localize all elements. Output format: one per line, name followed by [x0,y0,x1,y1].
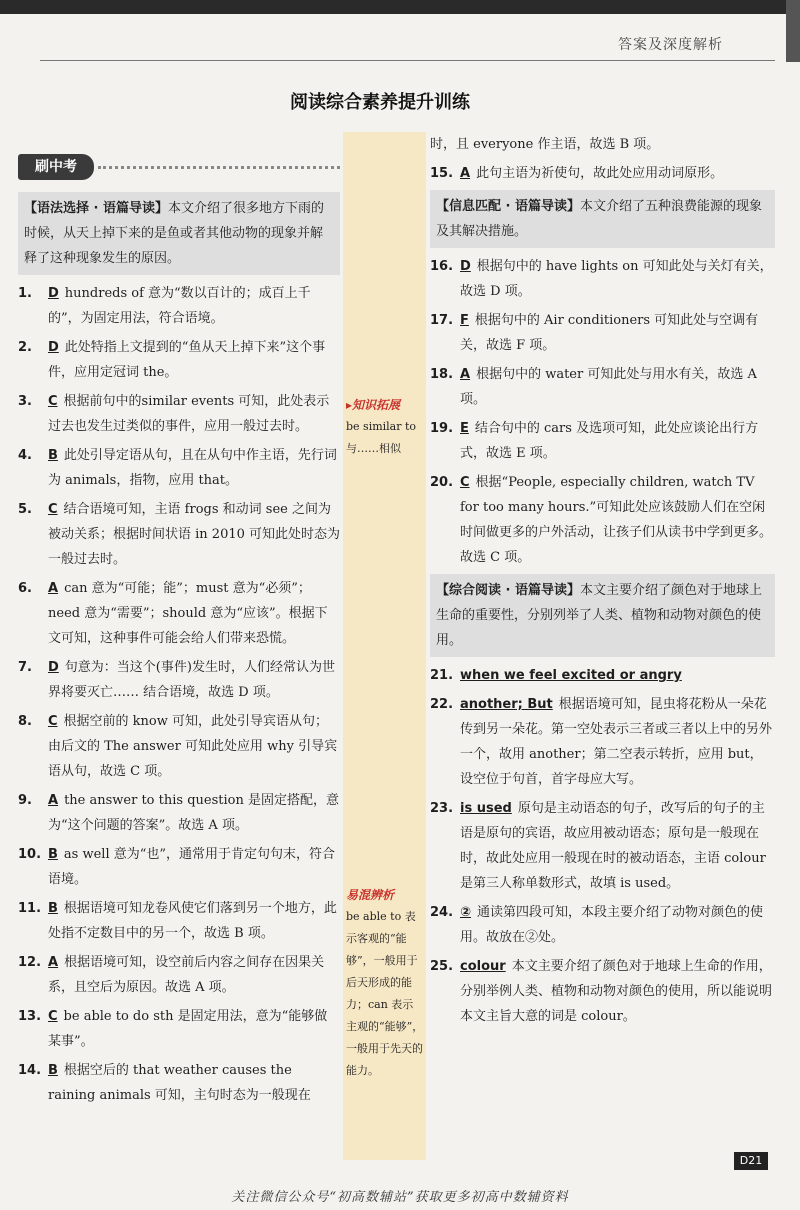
item-answer: C [48,394,58,409]
item-text: 结合句中的 cars 及选项可知，此处应谈论出行方式，故选 E 项。 [460,421,759,461]
answer-item [430,692,775,792]
item-answer: C [48,1009,58,1024]
item-answer: B [48,901,58,916]
note-knowledge-text: be similar to 与……相似 [346,420,417,455]
guide-text: 本文介绍了很多地方下雨的时候，从天上掉下来的是鱼或者其他动物的现象并解释了这种现象发生的原因。 [24,201,325,266]
item-text: can 意为“可能；能”；must 意为“必须”；need 意为“需要”；should 意为“应该”。根据下文可知，这种事件可能会给人们带来恐慌。 [48,581,328,646]
corner-mark [786,0,800,62]
margin-notes-column [343,132,426,1160]
item-text: 原句是主动语态的句子，改写后的句子的主语是原句的宾语，故应用被动语态；原句是一般现在时，故此处应用一般现在时的被动语态，主语 colour 是第三人称单数形式，故填 is used。 [460,801,766,891]
item-number: 23. [430,801,454,816]
item-number: 22. [430,697,454,712]
item-answer: B [48,1063,58,1078]
item-number: 18. [430,367,454,382]
item-text: 根据“People, especially children, watch TV for too many hours.”可知此处应该鼓励人们在空闲时间做更多的户外活动，让孩子们从读书中学到更多。故选 C 项。 [460,475,773,565]
item-answer: B [48,448,58,463]
item-answer: D [48,340,59,355]
item-answer: A [460,367,471,382]
item-answer: B [48,847,58,862]
right-column [430,132,775,1033]
answer-item [430,470,775,570]
matching-answer-list [430,254,775,570]
note-confusion [346,884,424,1082]
item-text: as well 意为“也”，通常用于肯定句句末，符合语境。 [48,847,336,887]
answer-item [430,954,775,1029]
item-answer: F [460,313,469,328]
answer-item [18,709,340,784]
item-text: 结合语境可知，主语 frogs 和动词 see 之间为被动关系；根据时间状语 in 2010 可知此处时态为一般过去时。 [48,502,341,567]
item-answer: C [460,475,470,490]
item-text: the answer to this question 是固定搭配，意为“这个问题的答案”。故选 A 项。 [48,793,339,833]
item-text: 此处引导定语从句，且在从句中作主语，先行词为 animals，指物，应用 that。 [48,448,337,488]
guide-matching [430,190,775,248]
item-number: 14. [18,1063,42,1078]
item-text: 根据句中的 Air conditioners 可知此处与空调有关，故选 F 项。 [460,313,759,353]
item-number: 13. [18,1009,42,1024]
item-text: be able to do sth 是固定用法，意为“能够做某事”。 [48,1009,328,1049]
item-number: 17. [430,313,454,328]
note-confusion-text: be able to 表示客观的“能够”，一般用于后天形成的能力；can 表示主观的“能够”，一般用于先天的能力。 [346,910,424,1077]
answer-item [18,389,340,439]
item-number: 6. [18,581,32,596]
item-number: 20. [430,475,454,490]
item-answer: A [48,793,59,808]
guide-text: 本文主要介绍了颜色对于地球上生命的重要性，分别列举了人类、植物和动物对颜色的使用。 [436,583,763,648]
item-answer: D [48,660,59,675]
answer-item [430,416,775,466]
guide-tag: 【信息匹配 · 语篇导读】 [436,199,580,214]
item-number: 8. [18,714,32,729]
guide-tag: 【语法选择 · 语篇导读】 [24,201,168,216]
item-number: 11. [18,901,42,916]
answer-item [430,796,775,896]
comprehensive-answer-list [430,663,775,1029]
guide-tag: 【综合阅读 · 语篇导读】 [436,583,580,598]
note-knowledge-title: ▸知识拓展 [346,398,401,412]
guide-text: 本文介绍了五种浪费能源的现象及其解决措施。 [436,199,763,239]
item-answer: ② [460,905,472,920]
item-answer: E [460,421,469,436]
answer-item [18,281,340,331]
note-knowledge [346,394,424,460]
item-answer: colour [460,959,506,974]
item-number: 3. [18,394,32,409]
item-text: 根据语境可知龙卷风使它们落到另一个地方，此处指不定数目中的另一个，故选 B 项。 [48,901,337,941]
answer-item [18,443,340,493]
answer-item [18,1058,340,1108]
item-text: 根据语境可知，设空前后内容之间存在因果关系，且空后为原因。故选 A 项。 [48,955,325,995]
item-answer: D [48,286,59,301]
footer-note: 关注微信公众号“初高数辅站”获取更多初高中数辅资料 [231,1190,569,1205]
guide-comprehensive [430,574,775,657]
page-number: D21 [734,1152,768,1170]
item-number: 25. [430,959,454,974]
item-number: 5. [18,502,32,517]
answer-item [18,842,340,892]
section-badge-row [18,150,340,186]
item-text: 根据前句中的similar events 可知，此处表示过去也发生过类似的事件，应用一般过去时。 [48,394,330,434]
item-text: 句意为：当这个(事件)发生时，人们经常认为世界将要灭亡…… 结合语境，故选 D 项。 [48,660,335,700]
item-text: 此句主语为祈使句，故此处应用动词原形。 [476,166,724,181]
answer-item [18,655,340,705]
section-badge: 刷中考 [18,154,94,180]
item-answer: A [460,166,471,181]
item-number: 10. [18,847,42,862]
item-number: 12. [18,955,42,970]
item-text: 通读第四段可知，本段主要介绍了动物对颜色的使用。故放在②处。 [460,905,764,945]
answer-item [18,950,340,1000]
note-confusion-title: 易混辨析 [346,888,395,902]
item-number: 21. [430,668,454,683]
answer-item [18,1004,340,1054]
answer-item [18,576,340,651]
item-answer: another; But [460,697,553,712]
item-text: hundreds of 意为“数以百计的；成百上千的”，为固定用法，符合语境。 [48,286,311,326]
item-text: 此处特指上文提到的“鱼从天上掉下来”这个事件，应用定冠词 the。 [48,340,326,380]
item-answer: C [48,714,58,729]
item-answer: A [48,955,59,970]
badge-dotted-line [98,166,340,169]
item-number: 1. [18,286,32,301]
answer-item [430,308,775,358]
item-number: 2. [18,340,32,355]
top-bar [0,0,800,14]
continued-text: 时，且 everyone 作主语，故选 B 项。 [430,137,660,152]
left-column [18,150,340,1112]
item-number: 24. [430,905,454,920]
answer-item [18,896,340,946]
answer-item [430,161,775,186]
item-number: 19. [430,421,454,436]
answer-item [18,788,340,838]
answer-item [430,362,775,412]
item-answer: is used [460,801,512,816]
item-answer: C [48,502,58,517]
item-text: 根据句中的 water 可知此处与用水有关，故选 A 项。 [460,367,757,407]
left-answer-list [18,281,340,1108]
answer-item [430,900,775,950]
answer-item [430,663,775,688]
item-text: 根据空后的 that weather causes the raining animals 可知，主句时态为一般现在 [48,1063,311,1103]
page-title: 阅读综合素养提升训练 [290,92,470,113]
item-text: 根据句中的 have lights on 可知此处与关灯有关，故选 D 项。 [460,259,773,299]
header-label: 答案及深度解析 [618,37,723,53]
guide-grammar [18,192,340,275]
item-text: 根据语境可知，昆虫将花粉从一朵花传到另一朵花。第一空处表示三者或三者以上中的另外一个，故用 another；第二空表示转折，应用 but，设空位于句首，首字母应大写。 [460,697,773,787]
item-number: 16. [430,259,454,274]
answer-item [18,497,340,572]
item-number: 15. [430,166,454,181]
answer-item [430,254,775,304]
item-text: 根据空前的 know 可知，此处引导宾语从句；由后文的 The answer 可知此处应用 why 引导宾语从句，故选 C 项。 [48,714,338,779]
item-text: 本文主要介绍了颜色对于地球上生命的作用，分别举例人类、植物和动物对颜色的使用，所以能说明本文主旨大意的词是 colour。 [460,959,773,1024]
item-answer: when we feel excited or angry [460,668,682,683]
item-answer: A [48,581,59,596]
item-number: 4. [18,448,32,463]
item-number: 9. [18,793,32,808]
answer-item [18,335,340,385]
item-answer: D [460,259,471,274]
item-number: 7. [18,660,32,675]
header-rule [40,60,775,61]
